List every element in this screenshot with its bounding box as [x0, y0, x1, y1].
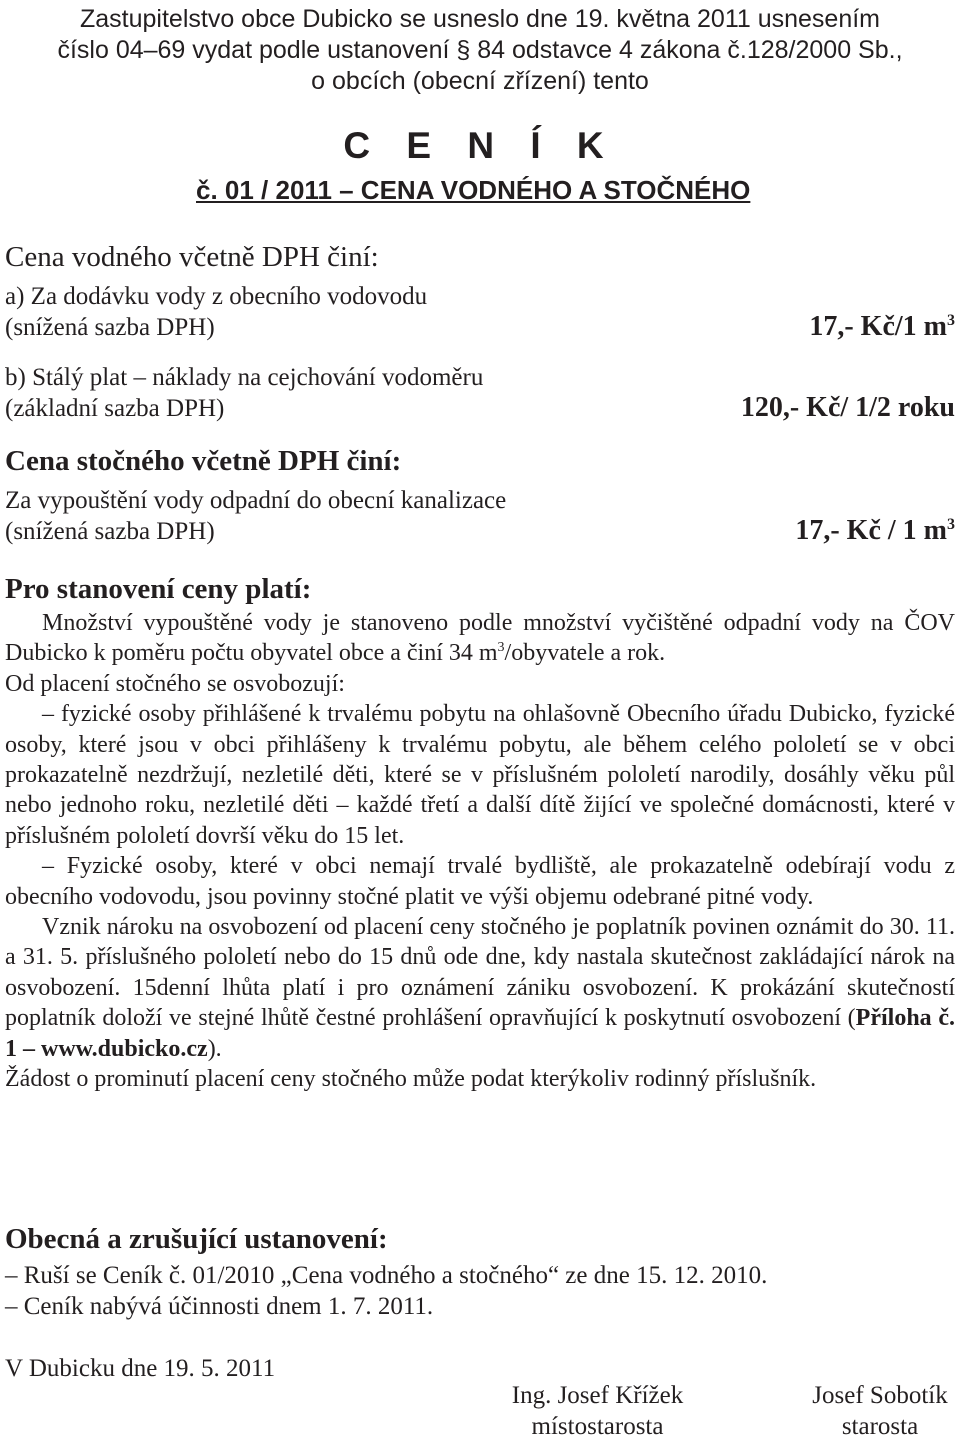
rules-heading: Obecná a zrušující ustanovení: — [5, 1223, 388, 1255]
signature-name: Ing. Josef Křížek — [511, 1382, 684, 1409]
rules-list — [5, 1260, 767, 1322]
signature-role: místostarosta — [531, 1413, 664, 1440]
water-item-a-price — [809, 310, 955, 344]
pricing-paragraph-6: Žádost o prominutí placení ceny stočného může podat kterýkoliv rodinný příslušník. — [5, 1066, 817, 1093]
document-title: C E N Í K — [343, 125, 617, 166]
water-item-a-line-2: (snížená sazba DPH) — [5, 314, 215, 341]
intro-line-1: Zastupitelstvo obce Dubicko se usneslo dne 19. května 2011 usnesením — [79, 5, 881, 33]
water-item-b-line-2: (základní sazba DPH) — [5, 395, 225, 422]
pricing-paragraph-1-text: Množství vypouštěné vody je stanoveno podle množství vyčištěné odpadní vody na ČOV Dubicko k poměru počtu obyvatel obce a činí 34 m — [5, 610, 955, 667]
intro-paragraph — [0, 4, 960, 97]
water-item-a-price-unit-exponent: 3 — [947, 312, 955, 329]
water-item-a-price-value: 17,- Kč/1 m — [809, 311, 947, 342]
pricing-paragraph-5-text: Vznik nároku na osvobození od placení ceny stočného je poplatník povinen oznámit do 30. 11. a 31. 5. příslušného pololetí nebo do 15 dnů ode dne, kdy nastala skutečnost zakládající nárok na osvobození. 15denní lhůta platí i pro oznámení zániku osvobození. K prokázání skutečností poplatník doloží ve stejné lhůtě čestné prohlášení opravňující k poskytnutí osvobození ( — [5, 914, 955, 1032]
water-item-b-price: 120,- Kč/ 1/2 roku — [740, 392, 955, 423]
pricing-body — [5, 608, 955, 1095]
signature-mayor — [790, 1380, 960, 1442]
intro-line-3: o obcích (obecní zřízení) tento — [311, 67, 649, 95]
sewage-price-value: 17,- Kč / 1 m — [795, 515, 947, 546]
pricing-paragraph-5 — [5, 912, 955, 1064]
pricing-paragraph-1-tail: /obyvatele a rok. — [504, 640, 666, 667]
pricing-heading: Pro stanovení ceny platí: — [5, 573, 312, 605]
signature-role: starosta — [841, 1413, 919, 1440]
intro-line-2: číslo 04–69 vydat podle ustanovení § 84 odstavce 4 zákona č.128/2000 Sb., — [57, 36, 903, 64]
signature-name: Josef Sobotík — [812, 1382, 948, 1409]
document-subtitle: č. 01 / 2011 – CENA VODNÉHO A STOČNÉHO — [196, 175, 751, 205]
water-heading: Cena vodného včetně DPH činí: — [5, 241, 379, 273]
sewage-price — [795, 514, 955, 548]
rules-item-2: – Ceník nabývá účinnosti dnem 1. 7. 2011. — [5, 1293, 434, 1320]
sewage-line-1: Za vypouštění vody odpadní do obecní kanalizace — [5, 487, 507, 514]
place-and-date: V Dubicku dne 19. 5. 2011 — [5, 1355, 276, 1382]
water-item-b-line-1: b) Stálý plat – náklady na cejchování vodoměru — [5, 364, 484, 391]
pricing-paragraph-1 — [5, 608, 955, 669]
signature-deputy-mayor — [490, 1380, 705, 1442]
pricing-paragraph-4: – Fyzické osoby, které v obci nemají trvalé bydliště, ale prokazatelně odebírají vodu z obecního vodovodu, jsou povinny stočné platit ve výši objemu odebrané pitné vody. — [5, 853, 955, 910]
pricing-paragraph-5-tail: ). — [207, 1035, 222, 1062]
pricing-paragraph-1-exponent: 3 — [497, 640, 505, 656]
pricing-paragraph-3: – fyzické osoby přihlášené k trvalému pobytu na ohlašovně Obecního úřadu Dubicko, fyzické osoby, které jsou v obci přihlášeny k trvalému pobytu, ale během celého pololetí se v obci prokazatelně nezdržují, nezletilé děti, které se v příslušném pololetí narodily, dosáhly věku půl nebo jednoho roku, nezletilé děti – každé třetí a další dítě žijící ve společné domácnosti, které v příslušném pololetí dovrší věku do 15 let. — [5, 701, 955, 849]
sewage-heading: Cena stočného včetně DPH činí: — [5, 445, 402, 477]
sewage-price-unit-exponent: 3 — [947, 516, 955, 533]
rules-item-1: – Ruší se Ceník č. 01/2010 „Cena vodného a stočného“ ze dne 15. 12. 2010. — [5, 1262, 768, 1289]
sewage-line-2: (snížená sazba DPH) — [5, 518, 215, 545]
pricing-paragraph-2: Od placení stočného se osvobozují: — [5, 670, 345, 697]
water-item-a-line-1: a) Za dodávku vody z obecního vodovodu — [5, 283, 428, 310]
pricing-attachment-reference: Příloha č. 1 – www.dubicko.cz — [5, 1005, 956, 1062]
